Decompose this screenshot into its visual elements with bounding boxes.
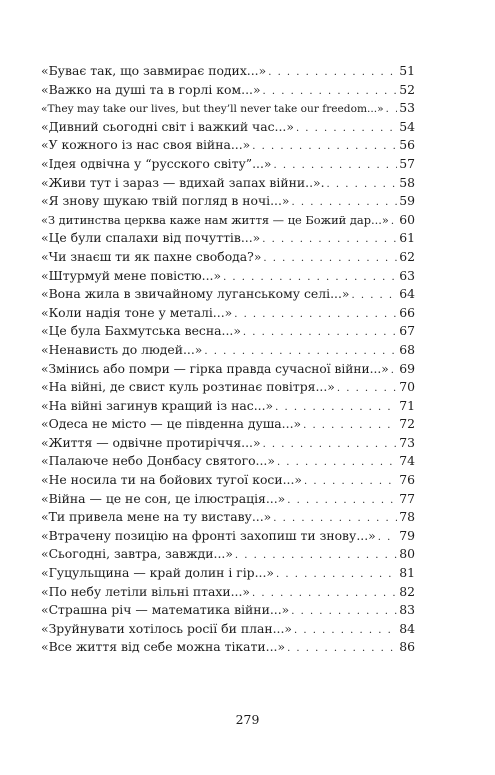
toc-entry-title: «Війна — це не сон, це ілюстрація...» bbox=[41, 490, 286, 506]
toc-entry bbox=[41, 285, 415, 304]
dot-leader bbox=[327, 176, 397, 195]
toc-entry-page: 67 bbox=[399, 323, 415, 339]
toc-entry-title: «Вона жила в звичайному луганському селі...» bbox=[41, 286, 350, 302]
toc-entry bbox=[41, 174, 415, 193]
dot-leader bbox=[243, 324, 397, 343]
toc-entry-page: 53 bbox=[399, 100, 415, 116]
toc-entry-title: «Дивний сьогодні світ і важкий час...» bbox=[41, 118, 294, 134]
dot-leader bbox=[263, 436, 397, 455]
toc-entry-page: 72 bbox=[399, 416, 415, 432]
dot-leader bbox=[234, 306, 397, 325]
toc-entry-page: 60 bbox=[399, 211, 415, 227]
dot-leader bbox=[287, 640, 397, 659]
toc-entry bbox=[41, 341, 415, 360]
toc-entry-title: «Змінись або помри — гірка правда сучасної війни...» bbox=[41, 361, 389, 376]
toc-entry bbox=[41, 415, 415, 434]
toc-entry-page: 62 bbox=[399, 248, 415, 264]
toc-entry bbox=[41, 378, 415, 397]
dot-leader bbox=[291, 603, 397, 622]
toc-entry-title: «З дитинства церква каже нам життя — це Божий дар...» bbox=[41, 212, 389, 227]
toc-entry-page: 56 bbox=[399, 137, 415, 153]
dot-leader bbox=[337, 380, 397, 399]
toc-entry-title: «Ти привела мене на ту виставу...» bbox=[41, 509, 272, 525]
dot-leader bbox=[276, 566, 397, 585]
dot-leader bbox=[391, 213, 397, 232]
toc-entry-title: «Це була Бахмутська весна...» bbox=[41, 323, 241, 339]
toc-entry-title: «Живи тут і зараз — вдихай запах війни..». bbox=[41, 174, 325, 190]
toc-entry-page: 68 bbox=[399, 341, 415, 357]
toc-entry-title: «Палаюче небо Донбасу святого...» bbox=[41, 453, 275, 469]
toc-entry-title: «Важко на душі та в горлі ком...» bbox=[41, 81, 261, 97]
toc-entry bbox=[41, 81, 415, 100]
toc-entry bbox=[41, 601, 415, 620]
dot-leader bbox=[296, 120, 397, 139]
toc-entry bbox=[41, 304, 415, 323]
toc-entry-page: 64 bbox=[399, 286, 415, 302]
toc-entry-title: «Ненависть до людей...» bbox=[41, 341, 203, 357]
toc-entry-title: «Сьогодні, завтра, завжди...» bbox=[41, 546, 233, 562]
toc-entry bbox=[41, 62, 415, 81]
toc-entry bbox=[41, 322, 415, 341]
toc-entry bbox=[41, 620, 415, 639]
toc-entry-page: 69 bbox=[399, 360, 415, 376]
dot-leader bbox=[252, 138, 397, 157]
toc-entry-page: 74 bbox=[399, 453, 415, 469]
toc-entry bbox=[41, 452, 415, 471]
toc-entry-page: 71 bbox=[399, 397, 415, 413]
toc-entry-title: «Не носила ти на бойових тугої коси...» bbox=[41, 472, 303, 488]
toc-entry-page: 52 bbox=[399, 81, 415, 97]
toc-entry-page: 80 bbox=[399, 546, 415, 562]
toc-entry-title: «Штурмуй мене повістю...» bbox=[41, 267, 222, 283]
toc-entry bbox=[41, 267, 415, 286]
toc-entry-title: «Страшна річ — математика війни...» bbox=[41, 602, 290, 618]
toc-entry-title: «Життя — одвічне протиріччя...» bbox=[41, 434, 261, 450]
toc-entry bbox=[41, 155, 415, 174]
toc-entry bbox=[41, 360, 415, 379]
toc-entry bbox=[41, 508, 415, 527]
toc-entry-page: 51 bbox=[399, 63, 415, 78]
toc-entry bbox=[41, 192, 415, 211]
toc-entry-page: 81 bbox=[399, 565, 415, 581]
toc-entry-title: «Одеса не місто — це південна душа...» bbox=[41, 416, 302, 432]
toc-entry-page: 61 bbox=[399, 230, 415, 246]
dot-leader bbox=[386, 101, 397, 120]
toc-entry bbox=[41, 638, 415, 657]
toc-entry-title: «У кожного із нас своя війна...» bbox=[41, 137, 251, 153]
toc-entry bbox=[41, 248, 415, 267]
toc-entry bbox=[41, 99, 415, 118]
toc-entry-page: 58 bbox=[399, 174, 415, 190]
toc-entry-title: «На війні, де свист куль розтинає повітря...» bbox=[41, 379, 335, 395]
dot-leader bbox=[304, 473, 397, 492]
toc-entry bbox=[41, 211, 415, 230]
toc-entry-title: «Ідея одвічна у “русского світу”...» bbox=[41, 155, 272, 171]
toc-entry-page: 82 bbox=[399, 583, 415, 599]
dot-leader bbox=[351, 287, 397, 306]
toc-entry bbox=[41, 397, 415, 416]
toc-entry-page: 70 bbox=[399, 379, 415, 395]
table-of-contents bbox=[41, 62, 415, 657]
toc-entry bbox=[41, 564, 415, 583]
toc-entry-title: «Втрачену позицію на фронті захопиш ти знову...» bbox=[41, 527, 376, 543]
toc-entry-page: 79 bbox=[399, 527, 415, 543]
dot-leader bbox=[287, 492, 397, 511]
dot-leader bbox=[263, 250, 397, 269]
toc-entry-title: «Чи знаєш ти як пахне свобода?» bbox=[41, 248, 262, 264]
toc-entry-page: 86 bbox=[399, 639, 415, 655]
toc-entry-title: «По небу летіли вільні птахи...» bbox=[41, 583, 251, 599]
toc-entry-title: «На війні загинув кращий із нас...» bbox=[41, 397, 274, 413]
toc-entry bbox=[41, 583, 415, 602]
toc-entry-page: 76 bbox=[399, 472, 415, 488]
toc-entry-page: 59 bbox=[399, 193, 415, 209]
dot-leader bbox=[391, 362, 397, 381]
dot-leader bbox=[303, 417, 397, 436]
toc-entry bbox=[41, 136, 415, 155]
toc-entry-page: 84 bbox=[399, 620, 415, 636]
toc-entry-title: «Буває так, що завмирає подих...» bbox=[41, 63, 267, 78]
toc-entry-page: 83 bbox=[399, 602, 415, 618]
toc-entry-title: «Я знову шукаю твій погляд в ночі...» bbox=[41, 193, 290, 209]
dot-leader bbox=[262, 231, 397, 250]
toc-entry-title: «Коли надія тоне у металі...» bbox=[41, 304, 233, 320]
toc-entry-page: 78 bbox=[399, 509, 415, 525]
toc-entry-title: «Все життя від себе можна тікати...» bbox=[41, 639, 286, 655]
dot-leader bbox=[378, 529, 397, 548]
toc-entry-page: 63 bbox=[399, 267, 415, 283]
toc-entry-page: 66 bbox=[399, 304, 415, 320]
dot-leader bbox=[294, 622, 397, 641]
dot-leader bbox=[268, 64, 397, 83]
toc-entry-page: 57 bbox=[399, 155, 415, 171]
toc-entry-title: «Це були спалахи від почуттів...» bbox=[41, 230, 261, 246]
toc-entry bbox=[41, 118, 415, 137]
toc-entry bbox=[41, 229, 415, 248]
toc-entry bbox=[41, 545, 415, 564]
toc-entry-page: 73 bbox=[399, 434, 415, 450]
toc-entry-title: «Гуцульщина — край долин і гір...» bbox=[41, 565, 275, 581]
toc-entry bbox=[41, 490, 415, 509]
toc-entry-page: 54 bbox=[399, 118, 415, 134]
dot-leader bbox=[263, 83, 397, 102]
toc-entry-title: «They may take our lives, but they’ll never take our freedom...» bbox=[41, 103, 384, 116]
toc-entry bbox=[41, 527, 415, 546]
toc-entry bbox=[41, 471, 415, 490]
page-number: 279 bbox=[235, 712, 260, 727]
toc-entry bbox=[41, 434, 415, 453]
toc-entry-title: «Зруйнувати хотілось росії би план...» bbox=[41, 620, 292, 636]
toc-entry-page: 77 bbox=[399, 490, 415, 506]
